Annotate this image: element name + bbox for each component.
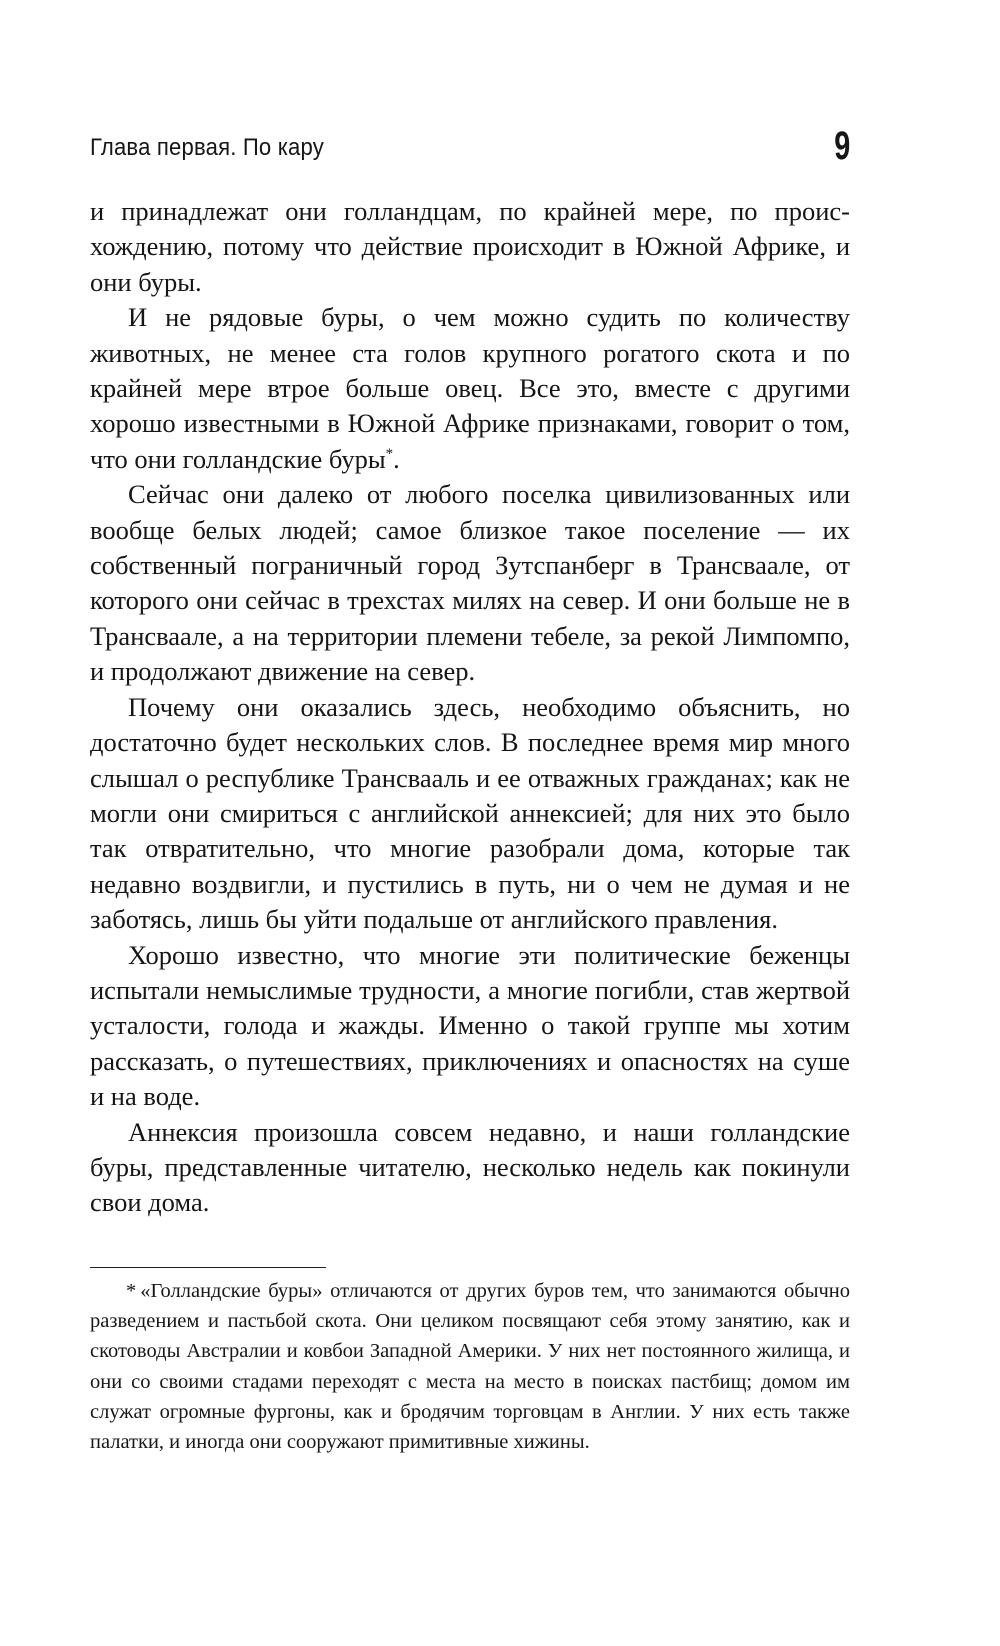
paragraph-text: И не рядовые буры, о чем можно судить по количеству животных, не менее ста голов крупного рогатого скота и по крайней мере втрое больше овец. Все это, вместе с другими хорошо известными в Южной Африке признаками, говорит о том, что они голландские буры bbox=[90, 302, 850, 474]
paragraph: и принадлежат они голландцам, по крайней мере, по происхождению, потому что действие происходит в Южной Африке, и они буры. bbox=[90, 196, 850, 297]
footnote-marker: * bbox=[126, 1280, 137, 1302]
footnote-paragraph bbox=[90, 1276, 850, 1457]
paragraph: Сейчас они далеко от любого поселка цивилизованных или вообще белых людей; самое близкое такое поселение — их собственный пограничный город Зутспанберг в Трансваале, от которого они сейчас в трехстах милях на север. И они больше не в Трансваале, а на территории племени тебеле, за рекой Лимпомпо, и продолжают движение на север. bbox=[90, 479, 850, 687]
footnote bbox=[90, 1276, 850, 1457]
main-text bbox=[90, 194, 850, 1221]
running-head bbox=[90, 124, 850, 172]
footnote-text: «Голландские буры» отличаются от других буров тем, что занимаются обычно разведением и пастьбой скота. Они целиком посвящают себя этому занятию, как и скотоводы Австралии и ковбои Западной Америки. У них нет постоянного жилища, и они со своими стадами переходят с места на место в поисках пастбищ; домом им служат огромные фургоны, как и бродячим торговцам в Англии. У них есть также палатки, и иногда они сооружают примитивные хижины. bbox=[90, 1280, 850, 1454]
page-number: 9 bbox=[833, 124, 850, 168]
sentence-end: . bbox=[393, 443, 400, 474]
paragraph: Хорошо известно, что многие эти политические беженцы испытали немыслимые трудности, а многие погибли, став жертвой усталости, голода и жажды. Именно о такой группе мы хотим рассказать, о путешествиях, приключениях и опасностях на суше и на воде. bbox=[90, 939, 850, 1112]
footnote-divider bbox=[90, 1267, 326, 1268]
paragraph: Почему они оказались здесь, необходимо объяснить, но достаточно будет нескольких слов. В последнее время мир много слышал о республике Трансвааль и ее отважных гражданах; как не могли они смириться с английской аннексией; для них это было так отвратительно, что многие разобрали дома, которые так недавно воздвигли, и пустились в путь, ни о чем не думая и не заботясь, лишь бы уйти подальше от английского правления. bbox=[90, 691, 850, 935]
paragraph: Аннексия произошла совсем недавно, и наши голландские буры, представленные читателю, несколько недель как покинули свои дома. bbox=[90, 1116, 850, 1218]
footnote-reference[interactable]: * bbox=[385, 446, 394, 463]
chapter-title: Глава первая. По кару bbox=[90, 134, 324, 161]
paragraph bbox=[90, 300, 850, 477]
